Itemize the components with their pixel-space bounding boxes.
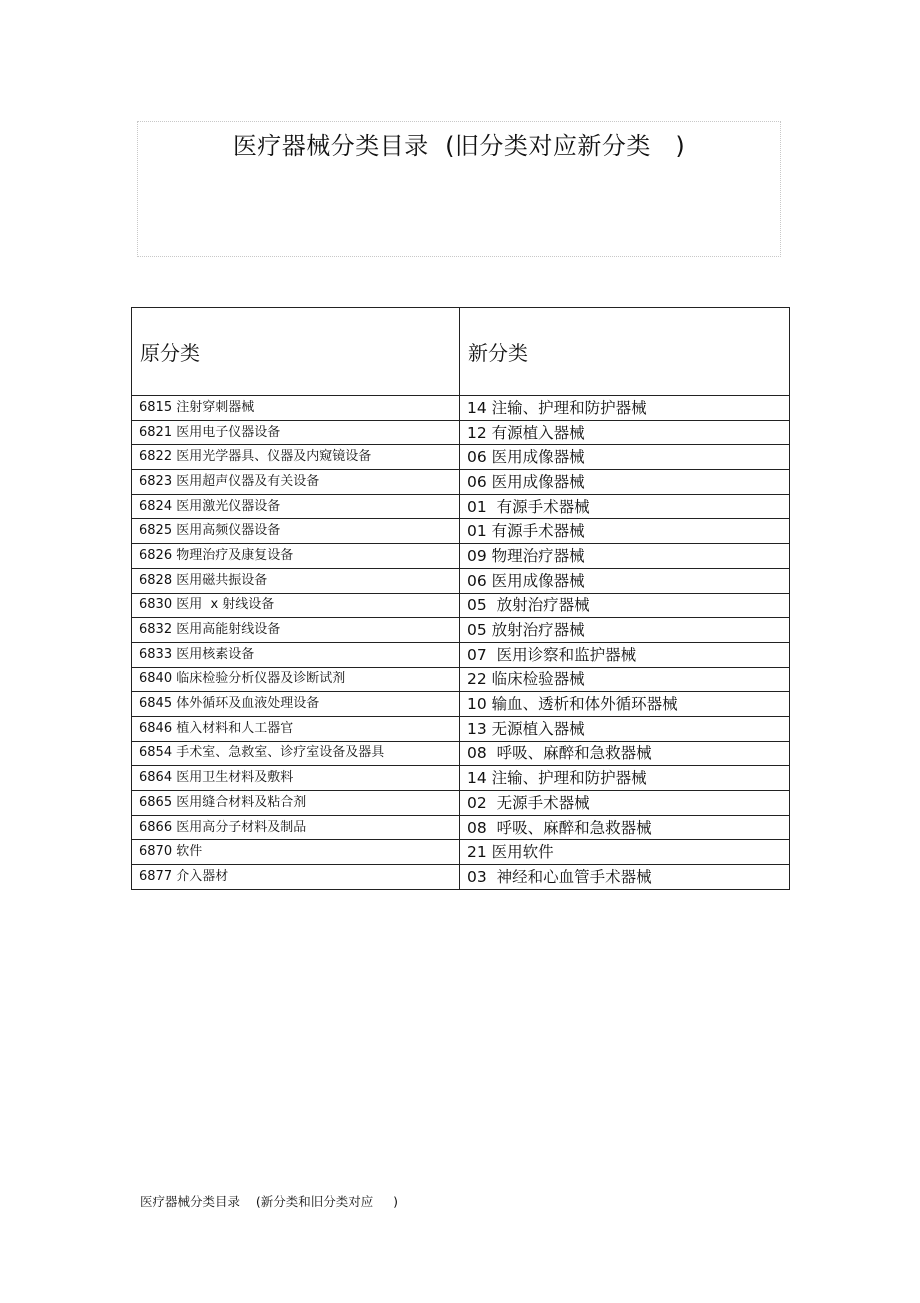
table-row	[132, 716, 790, 741]
old-category-cell: 6824 医用激光仪器设备	[132, 494, 460, 519]
table-row	[132, 618, 790, 643]
table-row	[132, 815, 790, 840]
old-category-cell: 6854 手术室、急救室、诊疗室设备及器具	[132, 741, 460, 766]
table-row	[132, 692, 790, 717]
old-category-cell: 6877 介入器材	[132, 865, 460, 890]
new-category-cell: 21 医用软件	[460, 840, 790, 865]
new-category-cell: 01 有源手术器械	[460, 519, 790, 544]
table-row	[132, 494, 790, 519]
old-category-cell: 6864 医用卫生材料及敷料	[132, 766, 460, 791]
table-row	[132, 519, 790, 544]
new-category-cell: 10 输血、透析和体外循环器械	[460, 692, 790, 717]
new-category-cell: 14 注输、护理和防护器械	[460, 396, 790, 421]
new-category-cell: 03 神经和心血管手术器械	[460, 865, 790, 890]
footer-caption: 医疗器械分类目录 (新分类和旧分类对应 )	[140, 1194, 399, 1209]
new-category-cell: 02 无源手术器械	[460, 791, 790, 816]
new-category-cell: 08 呼吸、麻醉和急救器械	[460, 741, 790, 766]
old-category-cell: 6826 物理治疗及康复设备	[132, 544, 460, 569]
table-row	[132, 568, 790, 593]
new-category-cell: 07 医用诊察和监护器械	[460, 642, 790, 667]
old-category-cell: 6832 医用高能射线设备	[132, 618, 460, 643]
old-category-cell: 6865 医用缝合材料及粘合剂	[132, 791, 460, 816]
new-category-cell: 01 有源手术器械	[460, 494, 790, 519]
table-row	[132, 840, 790, 865]
header-new-category: 新分类	[460, 308, 790, 396]
old-category-cell: 6830 医用 x 射线设备	[132, 593, 460, 618]
old-category-cell: 6846 植入材料和人工器官	[132, 716, 460, 741]
page-title: 医疗器械分类目录 (旧分类对应新分类 )	[232, 132, 686, 160]
table-row	[132, 766, 790, 791]
old-category-cell: 6828 医用磁共振设备	[132, 568, 460, 593]
table-header-row	[132, 308, 790, 396]
new-category-cell: 06 医用成像器械	[460, 470, 790, 495]
table-row	[132, 593, 790, 618]
table-row	[132, 741, 790, 766]
old-category-cell: 6821 医用电子仪器设备	[132, 420, 460, 445]
new-category-cell: 06 医用成像器械	[460, 568, 790, 593]
old-category-cell: 6822 医用光学器具、仪器及内窥镜设备	[132, 445, 460, 470]
table-row	[132, 642, 790, 667]
old-category-cell: 6845 体外循环及血液处理设备	[132, 692, 460, 717]
table-row	[132, 667, 790, 692]
header-old-category: 原分类	[132, 308, 460, 396]
old-category-cell: 6825 医用高频仪器设备	[132, 519, 460, 544]
new-category-cell: 05 放射治疗器械	[460, 593, 790, 618]
table-row	[132, 445, 790, 470]
title-box	[137, 121, 781, 257]
old-category-cell: 6823 医用超声仪器及有关设备	[132, 470, 460, 495]
table-row	[132, 470, 790, 495]
new-category-cell: 08 呼吸、麻醉和急救器械	[460, 815, 790, 840]
table-row	[132, 791, 790, 816]
old-category-cell: 6866 医用高分子材料及制品	[132, 815, 460, 840]
old-category-cell: 6833 医用核素设备	[132, 642, 460, 667]
table-row	[132, 544, 790, 569]
old-category-cell: 6815 注射穿刺器械	[132, 396, 460, 421]
new-category-cell: 12 有源植入器械	[460, 420, 790, 445]
new-category-cell: 14 注输、护理和防护器械	[460, 766, 790, 791]
new-category-cell: 13 无源植入器械	[460, 716, 790, 741]
table-row	[132, 420, 790, 445]
table-row	[132, 396, 790, 421]
classification-table	[131, 307, 790, 890]
new-category-cell: 22 临床检验器械	[460, 667, 790, 692]
new-category-cell: 06 医用成像器械	[460, 445, 790, 470]
table-row	[132, 865, 790, 890]
new-category-cell: 05 放射治疗器械	[460, 618, 790, 643]
new-category-cell: 09 物理治疗器械	[460, 544, 790, 569]
old-category-cell: 6870 软件	[132, 840, 460, 865]
old-category-cell: 6840 临床检验分析仪器及诊断试剂	[132, 667, 460, 692]
